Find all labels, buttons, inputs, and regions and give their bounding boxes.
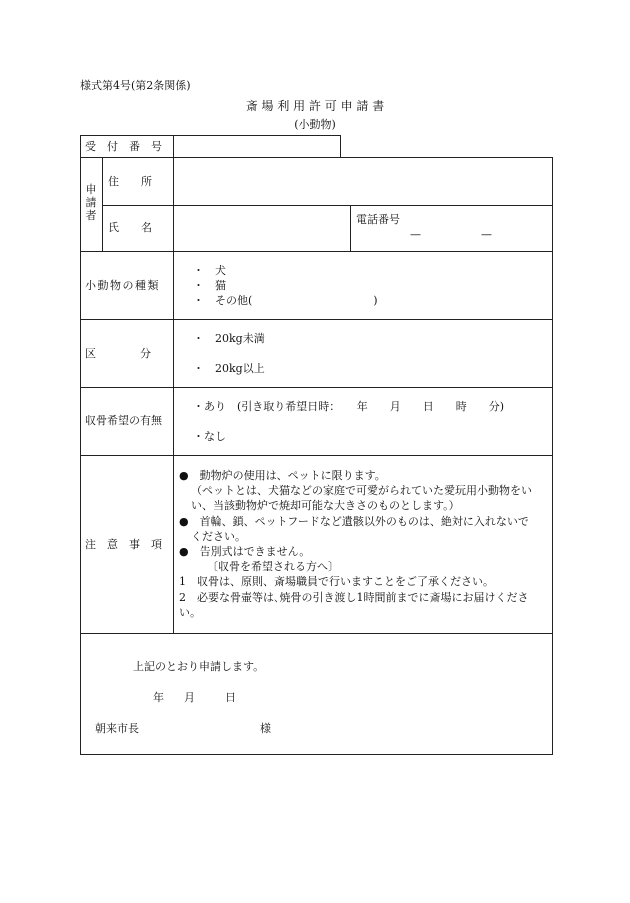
rule	[102, 157, 103, 251]
form-number: 様式第4号(第2条関係)	[80, 79, 191, 92]
bone-collection-no[interactable]: ・なし	[193, 430, 226, 443]
phone-label: 電話番号	[356, 213, 400, 226]
rule	[173, 135, 174, 633]
declaration-statement: 上記のとおり申請します。	[133, 660, 265, 673]
note-line: 2 必要な骨壷等は､焼骨の引き渡し1時間前までに斎場にお届けくださ	[179, 591, 529, 604]
note-line: ● 告別式はできません。	[179, 545, 311, 558]
rule	[552, 157, 553, 755]
name-field[interactable]	[176, 208, 346, 248]
address-label: 住 所	[108, 175, 152, 188]
reception-number-label: 受 付 番 号	[85, 140, 162, 153]
rule	[80, 319, 553, 320]
form-subtitle: (小動物)	[294, 118, 336, 131]
note-line: 〔収骨を希望される方へ〕	[207, 560, 339, 573]
bone-collection-yes[interactable]: ・あり (引き取り希望日時： 年 月 日 時 分)	[193, 400, 505, 413]
category-option-under-20kg[interactable]: ・ 20kg未満	[193, 332, 265, 345]
note-line: い、当該動物炉で焼却可能な大きさのものとします。）	[191, 499, 460, 512]
date-month-label: 月	[184, 691, 195, 704]
rule	[102, 205, 553, 206]
rule	[80, 633, 553, 634]
note-line: ● 動物炉の使用は、ペットに限ります。	[179, 469, 386, 482]
rule	[80, 387, 553, 388]
animal-type-label: 小動物の種類	[85, 279, 160, 292]
animal-option-cat[interactable]: ・ 猫	[193, 279, 226, 292]
date-day-label: 日	[225, 691, 236, 704]
note-line: （ペットとは、犬猫などの家庭で可愛がられていた愛玩用小動物をい	[191, 484, 532, 497]
name-label: 氏 名	[108, 221, 152, 234]
note-line: ください。	[191, 530, 246, 543]
rule	[80, 251, 553, 252]
bone-collection-label: 収骨希望の有無	[85, 414, 162, 427]
rule	[80, 455, 553, 456]
notes-label: 注 意 事 項	[85, 538, 162, 551]
rule	[340, 135, 341, 157]
addressee: 朝来市長	[95, 722, 139, 735]
form-title: 斎 場 利 用 許 可 申 請 書	[245, 99, 385, 113]
phone-separator: —	[481, 228, 492, 241]
phone-separator: —	[410, 228, 421, 241]
date-year-label: 年	[153, 691, 164, 704]
honorific: 様	[260, 722, 271, 735]
note-line: い。	[179, 606, 201, 619]
rule	[80, 157, 553, 158]
address-field[interactable]	[176, 160, 548, 202]
animal-option-dog[interactable]: ・ 犬	[193, 264, 226, 277]
note-line: ● 首輪、鎖、ペットフードなど遺骸以外のものは、絶対に入れないで	[179, 515, 529, 528]
animal-option-other[interactable]: ・ その他( )	[193, 294, 378, 307]
rule	[350, 205, 351, 251]
rule	[80, 135, 340, 136]
category-option-over-20kg[interactable]: ・ 20kg以上	[193, 362, 265, 375]
note-line: 1 収骨は、原則、斎場職員で行いますことをご了承ください。	[179, 575, 494, 588]
category-label: 区 分	[85, 347, 151, 360]
rule	[80, 135, 81, 755]
rule	[80, 754, 553, 755]
applicant-label: 申請者	[85, 183, 97, 222]
